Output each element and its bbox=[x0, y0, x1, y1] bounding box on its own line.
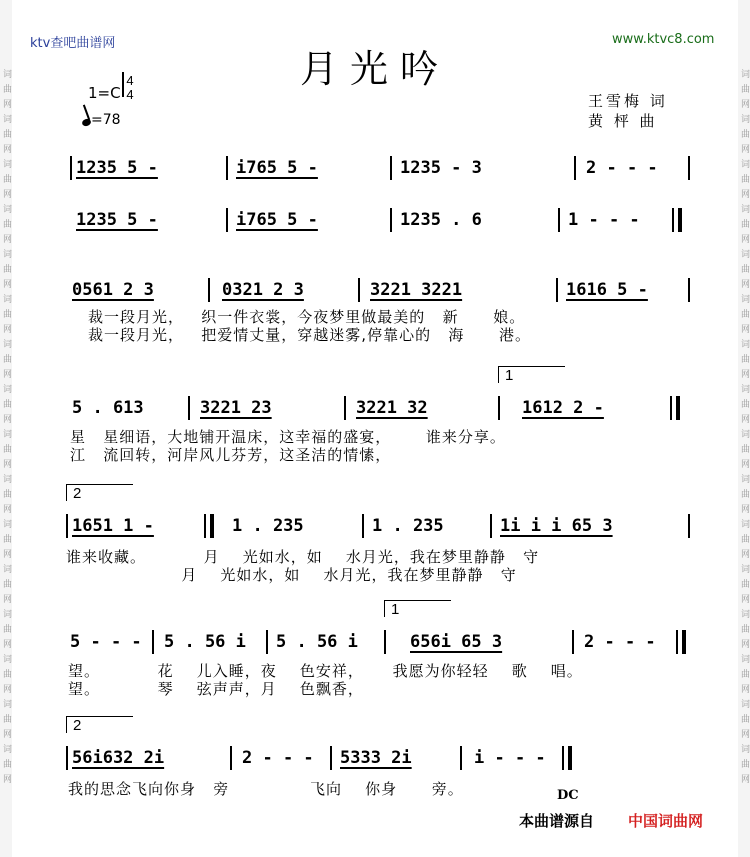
site-watermark-left: ktv查吧曲谱网 bbox=[30, 36, 116, 51]
barline bbox=[556, 278, 558, 302]
measure: 1i i i 65 3 bbox=[500, 516, 613, 536]
measure: i - - - bbox=[474, 748, 546, 768]
volta-second-ending: 2 bbox=[66, 716, 133, 733]
measure: 1 . 235 bbox=[372, 516, 444, 536]
lyric-line: 我的思念飞向你身 旁 飞向 你身 旁。 bbox=[68, 780, 464, 798]
measure: 1651 1 - bbox=[72, 516, 154, 536]
lyric-line: 望。 花 儿入睡，夜 色安祥， 我愿为你轻轻 歌 唱。 bbox=[68, 662, 583, 680]
measure: 3221 32 bbox=[356, 398, 428, 418]
barline bbox=[384, 630, 386, 654]
da-capo-mark: DC bbox=[557, 788, 579, 803]
barline bbox=[574, 156, 576, 180]
lyric-line: 望。 琴 弦声声，月 色飘香， bbox=[68, 680, 364, 698]
lyric-line: 裁一段月光， 把爱情丈量，穿越迷雾,停靠心的 海 港。 bbox=[88, 326, 531, 344]
barline bbox=[230, 746, 232, 770]
lyric-line: 裁一段月光， 织一件衣裳，今夜梦里做最美的 新 娘。 bbox=[88, 308, 526, 326]
staff-row-2 bbox=[0, 210, 750, 250]
measure: 56i632 2i bbox=[72, 748, 165, 768]
key-signature: 1=C bbox=[88, 84, 121, 102]
barline bbox=[688, 278, 690, 302]
left-watermark-strip: 词曲网词曲网词曲网词曲网词曲网词曲网词曲网词曲网词曲网词曲网词曲网词曲网词曲网词曲网词曲网词曲网 bbox=[0, 0, 12, 857]
measure: 5 - - - bbox=[70, 632, 142, 652]
barline bbox=[688, 156, 690, 180]
measure: 1235 5 - bbox=[76, 210, 158, 230]
barline bbox=[358, 278, 360, 302]
meter-top: 4 bbox=[126, 73, 134, 88]
measure: 2 - - - bbox=[242, 748, 314, 768]
barline bbox=[344, 396, 346, 420]
meter-bottom: 4 bbox=[126, 87, 134, 102]
volta-second-ending: 2 bbox=[66, 484, 133, 501]
barline bbox=[498, 396, 500, 420]
barline bbox=[66, 746, 68, 770]
lyricist-credit: 王雪梅 词 bbox=[588, 92, 668, 110]
barline bbox=[66, 514, 68, 538]
barline bbox=[188, 396, 190, 420]
measure: 5 . 56 i bbox=[164, 632, 246, 652]
barline bbox=[152, 630, 154, 654]
measure: i765 5 - bbox=[236, 158, 318, 178]
source-label: 本曲谱源自 bbox=[519, 812, 595, 830]
barline bbox=[572, 630, 574, 654]
barline bbox=[266, 630, 268, 654]
volta-first-ending: 1 bbox=[384, 600, 451, 617]
measure: 5 . 56 i bbox=[276, 632, 358, 652]
measure: 2 - - - bbox=[586, 158, 658, 178]
right-watermark-strip: 词曲网词曲网词曲网词曲网词曲网词曲网词曲网词曲网词曲网词曲网词曲网词曲网词曲网词曲网词曲网词曲网 bbox=[738, 0, 750, 857]
repeat-start-barline bbox=[672, 208, 674, 232]
measure: 5333 2i bbox=[340, 748, 412, 768]
repeat-end-barline bbox=[670, 396, 672, 420]
lyric-line: 谁来收藏。 月 光如水，如 水月光，我在梦里静静 守 bbox=[66, 548, 540, 566]
final-barline bbox=[562, 746, 564, 770]
measure: i765 5 - bbox=[236, 210, 318, 230]
measure: 1 . 235 bbox=[232, 516, 304, 536]
barline bbox=[390, 156, 392, 180]
measure: 3221 23 bbox=[200, 398, 272, 418]
source-site: 中国词曲网 bbox=[628, 812, 704, 830]
barline bbox=[688, 514, 690, 538]
repeat-end-barline bbox=[204, 514, 206, 538]
measure: 1 - - - bbox=[568, 210, 640, 230]
barline bbox=[362, 514, 364, 538]
meter-bar bbox=[122, 72, 124, 97]
measure: 0321 2 3 bbox=[222, 280, 304, 300]
barline bbox=[490, 514, 492, 538]
repeat-end-barline bbox=[676, 630, 678, 654]
barline bbox=[558, 208, 560, 232]
lyric-line: 月 光如水，如 水月光，我在梦里静静 守 bbox=[66, 566, 517, 584]
site-watermark-right: www.ktvc8.com bbox=[612, 32, 715, 47]
measure: 0561 2 3 bbox=[72, 280, 154, 300]
song-title: 月光吟 bbox=[299, 47, 450, 91]
measure: 1612 2 - bbox=[522, 398, 604, 418]
tempo-value: =78 bbox=[91, 112, 121, 128]
barline bbox=[330, 746, 332, 770]
staff-row-1 bbox=[0, 158, 750, 198]
measure: 2 - - - bbox=[584, 632, 656, 652]
measure: 656i 65 3 bbox=[410, 632, 503, 652]
composer-credit: 黄 枰 曲 bbox=[588, 112, 658, 130]
measure: 3221 3221 bbox=[370, 280, 463, 300]
barline bbox=[460, 746, 462, 770]
barline bbox=[226, 208, 228, 232]
measure: 1235 - 3 bbox=[400, 158, 482, 178]
volta-first-ending: 1 bbox=[498, 366, 565, 383]
lyric-line: 星 星细语，大地铺开温床，这幸福的盛宴， 谁来分享。 bbox=[70, 428, 506, 446]
time-signature bbox=[122, 74, 138, 102]
barline bbox=[226, 156, 228, 180]
tempo-marking bbox=[82, 112, 121, 128]
barline bbox=[208, 278, 210, 302]
measure: 5 . 613 bbox=[72, 398, 144, 418]
barline bbox=[70, 156, 72, 180]
measure: 1235 . 6 bbox=[400, 210, 482, 230]
barline bbox=[390, 208, 392, 232]
measure: 1616 5 - bbox=[566, 280, 648, 300]
lyric-line: 江 流回转，河岸风儿芬芳，这圣洁的情愫， bbox=[70, 446, 392, 464]
measure: 1235 5 - bbox=[76, 158, 158, 178]
